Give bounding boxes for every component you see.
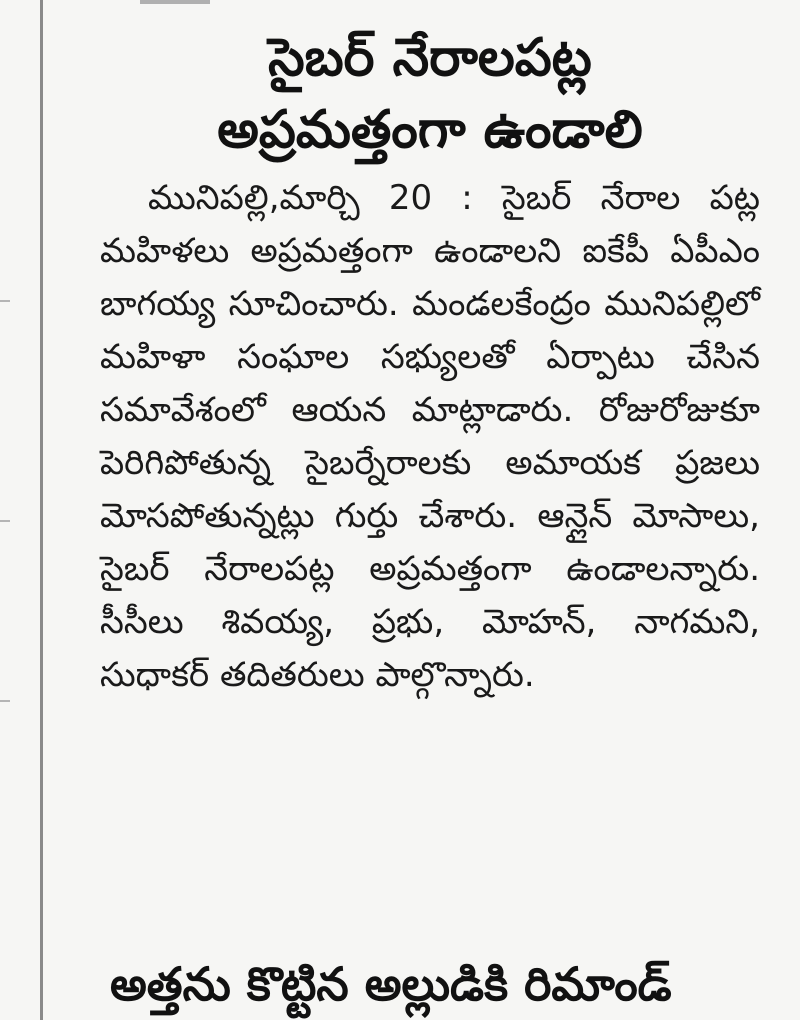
margin-mark xyxy=(0,300,10,302)
margin-mark xyxy=(0,520,10,522)
news-article xyxy=(100,22,760,702)
headline-line-2: అప్రమత్తంగా ఉండాలి xyxy=(217,100,643,160)
column-divider xyxy=(40,0,43,1020)
next-article-headline: అత్తను కొట్టిన అల్లుడికి రిమాండ్ xyxy=(110,957,672,1011)
left-margin-marks xyxy=(0,0,14,1020)
article-headline xyxy=(100,22,760,166)
headline-line-1: సైబర్ నేరాలపట్ల xyxy=(268,28,592,88)
article-body: మునిపల్లి,మార్చి 20 : సైబర్ నేరాల పట్ల మహిళలు అప్రమత్తంగా ఉండాలని ఐకేపీ ఏపీఎం బాగయ్య సూచించారు. మండలకేంద్రం మునిపల్లిలో మహిళా సంఘాల సభ్యులతో ఏర్పాటు చేసిన సమావేశంలో ఆయన మాట్లాడారు. రోజురోజుకూ పెరిగిపోతున్న సైబర్నేరాలకు అమాయక ప్రజలు మోసపోతున్నట్లు గుర్తు చేశారు. ఆన్లైన్ మోసాలు, సైబర్ నేరాలపట్ల అప్రమత్తంగా ఉండాలన్నారు. సీసీలు శివయ్య, ప్రభు, మోహన్, నాగమని, సుధాకర్ తదితరులు పాల్గొన్నారు. xyxy=(100,178,760,695)
top-edge-strip xyxy=(140,0,210,4)
margin-mark xyxy=(0,700,10,702)
